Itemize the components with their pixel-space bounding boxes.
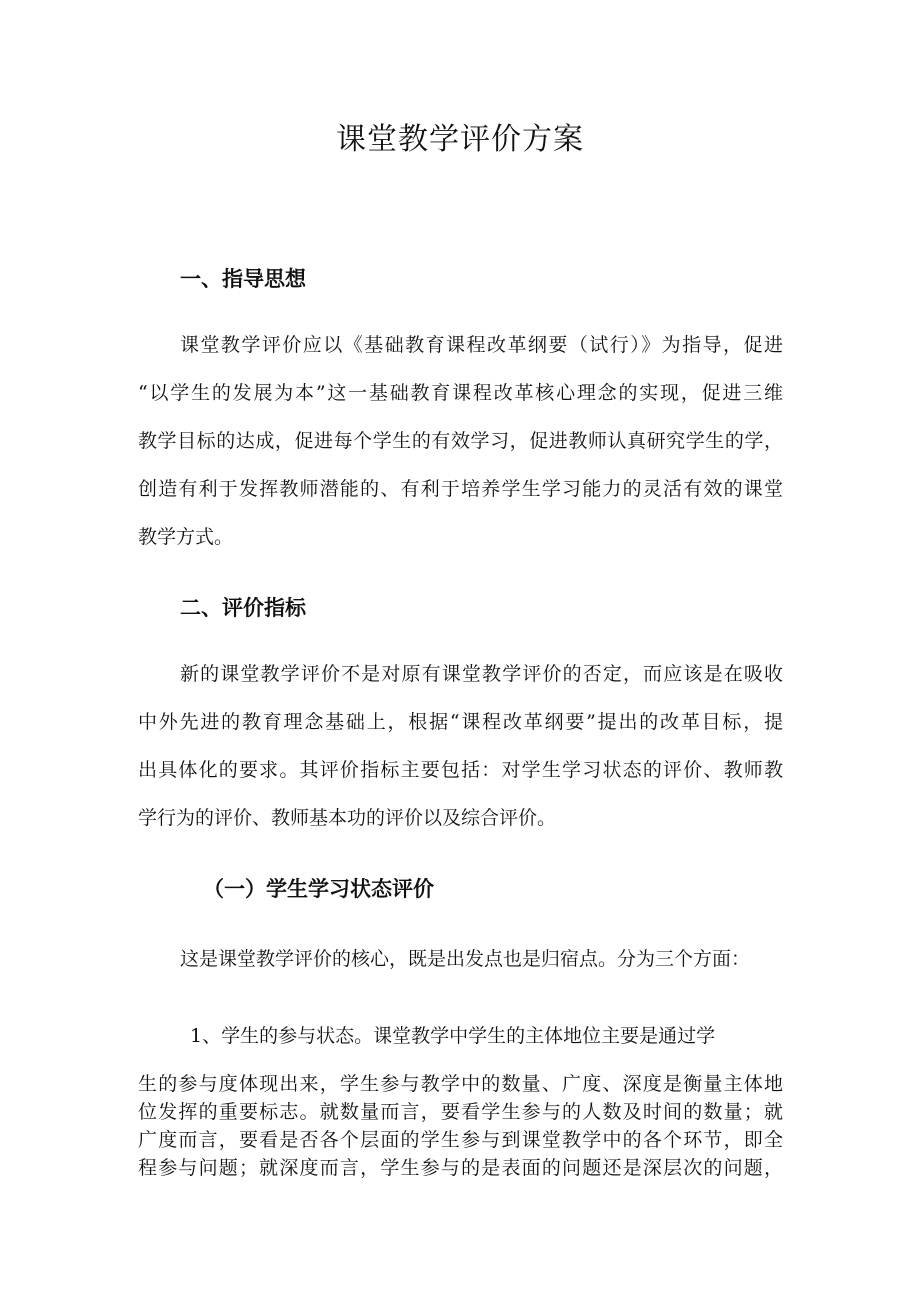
paragraph-line: 新的课堂教学评价不是对原有课堂教学评价的否定，而应该是在吸收 xyxy=(180,663,783,685)
paragraph-line: “以学生的发展为本”这一基础教育课程改革核心理念的实现，促进三维 xyxy=(138,382,783,404)
subsection-heading-student-learning-state: （一）学生学习状态评价 xyxy=(203,877,434,901)
paragraph-line: 广度而言，要看是否各个层面的学生参与到课堂教学中的各个环节，即全 xyxy=(138,1129,783,1151)
page-title: 课堂教学评价方案 xyxy=(336,122,584,157)
paragraph-line: 创造有利于发挥教师潜能的、有利于培养学生学习能力的灵活有效的课堂 xyxy=(138,478,783,500)
paragraph-line: 位发挥的重要标志。就数量而言，要看学生参与的人数及时间的数量；就 xyxy=(138,1101,783,1123)
paragraph-line: 生的参与度体现出来，学生参与教学中的数量、广度、深度是衡量主体地 xyxy=(138,1073,783,1095)
paragraph-line: 出具体化的要求。其评价指标主要包括：对学生学习状态的评价、教师教 xyxy=(138,759,783,781)
section-heading-guiding-ideology: 一、指导思想 xyxy=(180,267,306,291)
paragraph-line: 学行为的评价、教师基本功的评价以及综合评价。 xyxy=(138,807,557,829)
subsection-intro: 这是课堂教学评价的核心，既是出发点也是归宿点。分为三个方面： xyxy=(180,948,751,970)
list-item-first-line: 1、学生的参与状态。课堂教学中学生的主体地位主要是通过学 xyxy=(190,1025,716,1047)
section-heading-evaluation-indicators: 二、评价指标 xyxy=(180,596,306,620)
paragraph-line: 程参与问题；就深度而言，学生参与的是表面的问题还是深层次的问题， xyxy=(138,1157,783,1179)
paragraph-line: 课堂教学评价应以《基础教育课程改革纲要（试行）》为指导，促进 xyxy=(180,334,783,356)
paragraph-line: 教学方式。 xyxy=(138,526,234,548)
paragraph-line: 中外先进的教育理念基础上，根据“课程改革纲要”提出的改革目标，提 xyxy=(138,711,783,733)
paragraph-line: 教学目标的达成，促进每个学生的有效学习，促进教师认真研究学生的学， xyxy=(138,430,783,452)
